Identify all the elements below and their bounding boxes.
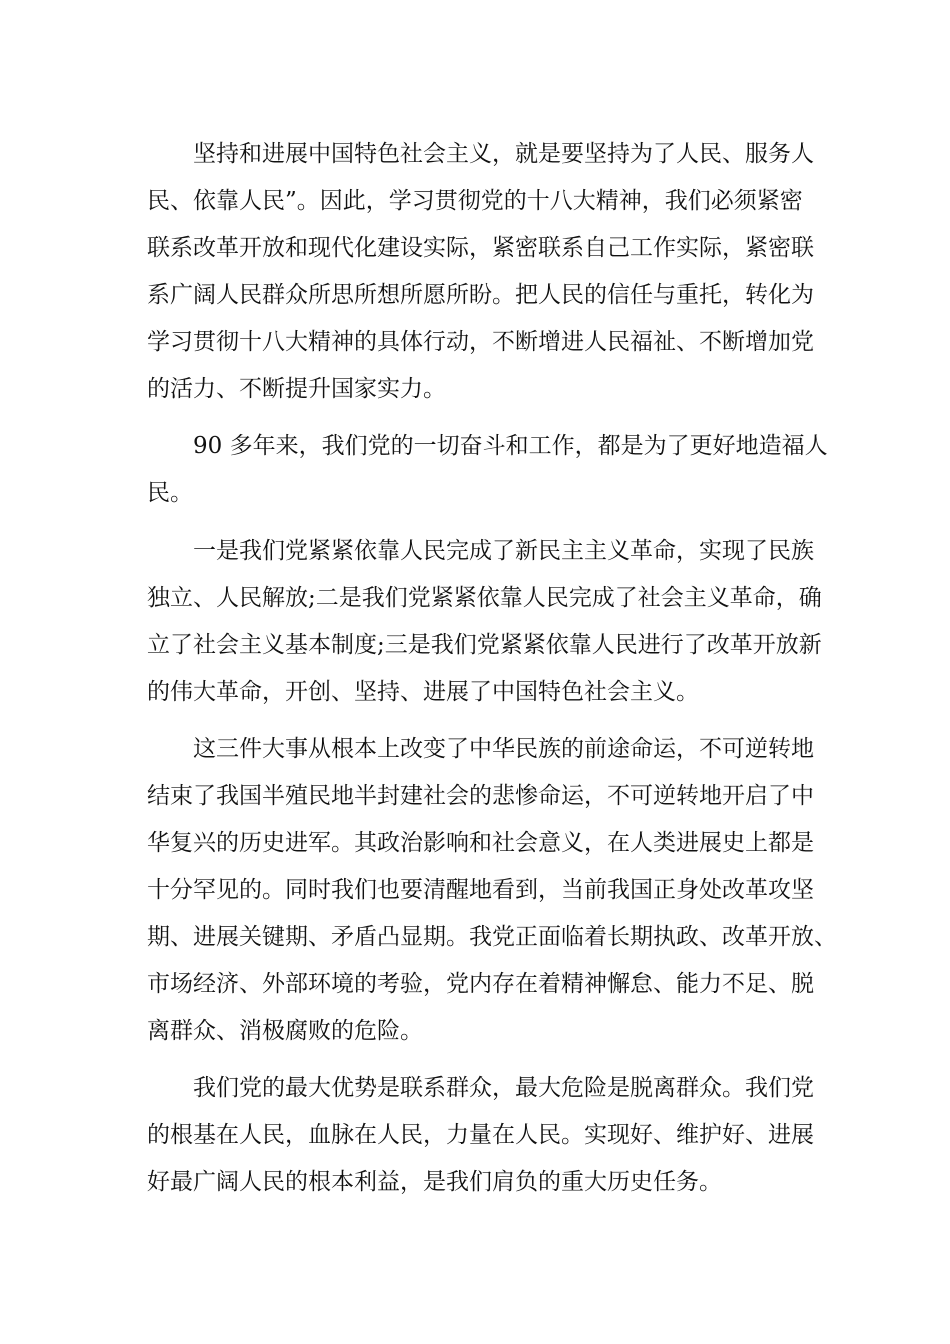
text-line: 华复兴的历史进军。其政治影响和社会意义，在人类进展史上都是 (147, 830, 814, 856)
text-line: 市场经济、外部环境的考验，党内存在着精神懈怠、能力不足、脱 (147, 971, 814, 997)
text-line: 这三件大事从根本上改变了中华民族的前途命运，不可逆转地 (147, 736, 814, 762)
text-line: 联系改革开放和现代化建设实际，紧密联系自己工作实际，紧密联 (147, 235, 814, 261)
text-line: 好最广阔人民的根本利益，是我们肩负的重大历史任务。 (147, 1169, 722, 1195)
text-line: 坚持和进展中国特色社会主义，就是要坚持为了人民、服务人 (147, 141, 814, 167)
text-line: 学习贯彻十八大精神的具体行动，不断增进人民福祉、不断增加党 (147, 329, 814, 355)
text-line: 系广阔人民群众所思所想所愿所盼。把人民的信任与重托，转化为 (147, 282, 814, 308)
text-line: 一是我们党紧紧依靠人民完成了新民主主义革命，实现了民族 (147, 538, 814, 564)
text-line: 离群众、消极腐败的危险。 (147, 1018, 423, 1044)
text-line: 立了社会主义基本制度;三是我们党紧紧依靠人民进行了改革开放新 (147, 632, 822, 658)
text-line: 我们党的最大优势是联系群众，最大危险是脱离群众。我们党 (147, 1075, 814, 1101)
text-line: 民。 (147, 480, 193, 506)
text-line: 的活力、不断提升国家实力。 (147, 376, 446, 402)
text-line: 结束了我国半殖民地半封建社会的悲惨命运，不可逆转地开启了中 (147, 783, 814, 809)
text-line: 期、进展关键期、矛盾凸显期。我党正面临着长期执政、改革开放、 (147, 924, 837, 950)
text-line: 的根基在人民，血脉在人民，力量在人民。实现好、维护好、进展 (147, 1122, 814, 1148)
text-line: 90 多年来，我们党的一切奋斗和工作，都是为了更好地造福人 (147, 433, 828, 459)
text-line: 独立、人民解放;二是我们党紧紧依靠人民完成了社会主义革命，确 (147, 585, 822, 611)
text-line: 的伟大革命，开创、坚持、进展了中国特色社会主义。 (147, 679, 699, 705)
text-line: 十分罕见的。同时我们也要清醒地看到，当前我国正身处改革攻坚 (147, 877, 814, 903)
text-line: 民、依靠人民”。因此，学习贯彻党的十八大精神，我们必须紧密 (147, 188, 803, 214)
